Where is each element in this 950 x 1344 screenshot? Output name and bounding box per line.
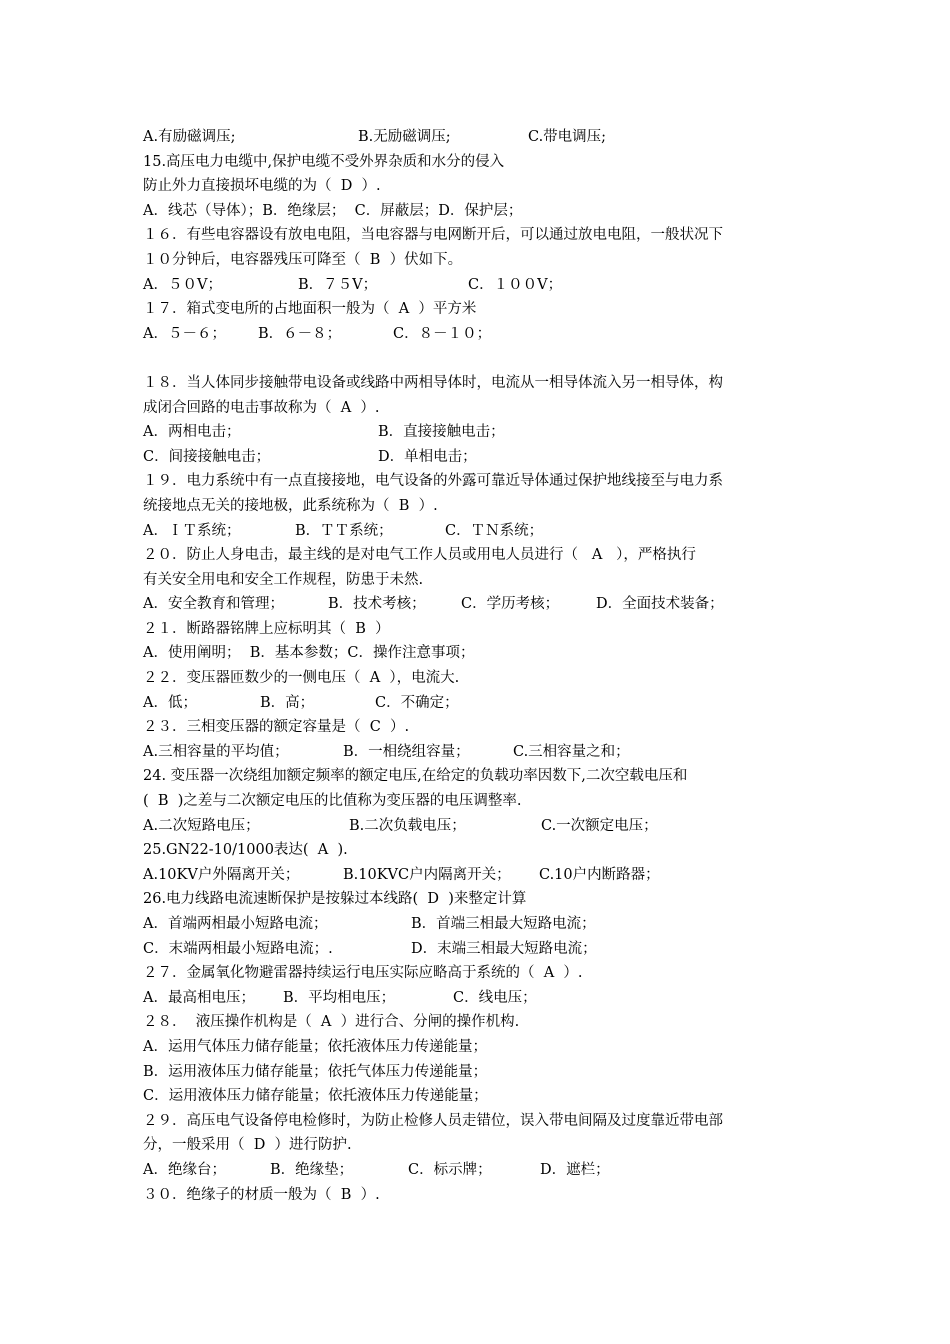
text-line: ２８． 液压操作机构是（ A ）进行合、分闸的操作机构. <box>143 1014 520 1031</box>
text-line: C．运用液体压力储存能量；依托液体压力传递能量； <box>143 1088 488 1105</box>
text-line: A．使用阐明； B．基本参数；C．操作注意事项； <box>143 645 475 662</box>
option-text: B.二次负载电压； <box>349 817 466 834</box>
option-text: B．首端三相最大短路电流； <box>411 916 596 932</box>
text-line: 26.电力线路电流速断保护是按躲过本线路( D )来整定计算 <box>143 891 527 908</box>
option-text: A．ＩＴ系统； <box>143 522 241 539</box>
text-line: B．运用液体压力储存能量；依托气体压力传递能量； <box>143 1063 488 1080</box>
text-line: ２１．断路器铭牌上应标明其（ B ） <box>143 620 390 637</box>
option-text: A.二次短路电压； <box>143 817 260 834</box>
option-text: C.10户内断路器； <box>539 866 660 883</box>
text-line: 成闭合回路的电击事故称为（ A ）. <box>143 399 380 416</box>
option-text: C．不确定； <box>375 694 459 711</box>
text-line: １７．箱式变电所的占地面积一般为（ A ）平方米 <box>143 301 477 318</box>
option-row <box>143 1158 823 1183</box>
option-text: B．一相绕组容量； <box>343 743 470 760</box>
option-text: A.三相容量的平均值； <box>143 743 289 760</box>
text-line: ２９．高压电气设备停电检修时，为防止检修人员走错位，误入带电间隔及过度靠近带电部 <box>143 1112 723 1129</box>
text-line: １０分钟后，电容器残压可降至（ B ）伏如下。 <box>143 251 463 268</box>
option-text: D．末端三相最大短路电流； <box>411 940 597 957</box>
option-text: B．６－８； <box>258 325 342 342</box>
option-text: C．末端两相最小短路电流；. <box>143 940 333 957</box>
option-text: C．８－１０； <box>393 325 492 342</box>
option-text: B．绝缘垫； <box>270 1161 354 1178</box>
option-row <box>143 937 823 962</box>
option-text: A.有励磁调压; <box>143 129 236 145</box>
text-line: ２７．金属氧化物避雷器持续运行电压实际应略高于系统的（ A ）. <box>143 965 583 982</box>
option-text: A．两相电击； <box>143 424 241 441</box>
option-text: B.无励磁调压; <box>358 129 451 145</box>
option-text: B．直接接触电击； <box>378 424 505 441</box>
text-line: １６．有些电容器设有放电电阻，当电容器与电网断开后，可以通过放电电阻，一般状况下 <box>143 227 723 244</box>
option-text: C．１００V； <box>468 276 563 293</box>
text-line: ２３．三相变压器的额定容量是（ C ）. <box>143 719 410 736</box>
option-text: A．低； <box>143 694 197 711</box>
option-row <box>143 519 823 544</box>
text-line: 有关安全用电和安全工作规程，防患于未然. <box>143 571 424 588</box>
option-row <box>143 814 823 839</box>
blank-line <box>143 346 823 371</box>
option-row <box>143 912 823 937</box>
option-text: C.三相容量之和； <box>513 743 630 760</box>
option-text: D．单相电击； <box>378 448 477 465</box>
option-text: C．标示牌； <box>408 1161 492 1178</box>
text-line: ２２．变压器匝数少的一侧电压（ A ），电流大. <box>143 670 460 687</box>
option-text: D．全面技术装备； <box>596 596 724 613</box>
option-row <box>143 691 823 716</box>
option-text: C.一次额定电压； <box>541 817 658 834</box>
option-text: B．高； <box>260 694 315 711</box>
option-text: D．遮栏； <box>540 1161 610 1178</box>
option-row <box>143 273 823 298</box>
option-text: A．绝缘台； <box>143 1161 226 1178</box>
text-line: １９．电力系统中有一点直接接地，电气设备的外露可靠近导体通过保护地线接至与电力系 <box>143 473 723 490</box>
option-text: A.10KV户外隔离开关； <box>143 866 300 883</box>
text-line: 25.GN22-10/1000表达( A ). <box>143 842 348 859</box>
document-page <box>143 125 823 1207</box>
text-line: A．线芯（导体）；B．绝缘层； C．屏蔽层；D．保护层； <box>143 202 523 219</box>
option-text: C．间接接触电击； <box>143 448 271 465</box>
text-line: 统接地点无关的接地极，此系统称为（ B ）. <box>143 497 438 514</box>
text-line: ２０．防止人身电击，最主线的是对电气工作人员或用电人员进行（ A ），严格执行 <box>143 547 696 564</box>
option-text: C．学历考核； <box>461 596 560 613</box>
text-line: １８．当人体同步接触带电设备或线路中两相导体时，电流从一相导体流入另一相导体，构 <box>143 374 723 391</box>
text-line: 15.高压电力电缆中,保护电缆不受外界杂质和水分的侵入 <box>143 153 505 170</box>
option-text: C．ＴＮ系统； <box>445 522 544 539</box>
option-row <box>143 986 823 1011</box>
text-line: 分，一般采用（ D ）进行防护. <box>143 1137 352 1154</box>
option-row <box>143 740 823 765</box>
option-text: A．最高相电压； <box>143 989 255 1006</box>
option-text: C．线电压； <box>453 989 537 1006</box>
option-text: A．５０V； <box>143 276 222 293</box>
option-text: A．首端两相最小短路电流； <box>143 916 328 932</box>
option-row <box>143 863 823 888</box>
option-text: A．５－６； <box>143 325 226 342</box>
text-line: ３０．绝缘子的材质一般为（ B ）. <box>143 1186 380 1203</box>
text-line: ( B )之差与二次额定电压的比值称为变压器的电压调整率. <box>143 793 522 810</box>
option-text: B．７５V； <box>298 276 378 293</box>
option-text: B．技术考核； <box>328 596 426 613</box>
option-text: C.带电调压; <box>528 129 607 145</box>
option-text: B．平均相电压； <box>283 989 396 1006</box>
option-row <box>143 592 823 617</box>
option-row <box>143 420 823 445</box>
option-text: A．安全教育和管理； <box>143 596 284 613</box>
option-row <box>143 445 823 470</box>
option-text: B．ＴＴ系统； <box>295 522 393 539</box>
option-row <box>143 322 823 347</box>
text-line: A．运用气体压力储存能量；依托液体压力传递能量； <box>143 1038 487 1055</box>
option-text: B.10KVC户内隔离开关； <box>343 866 511 883</box>
text-line: 24. 变压器一次绕组加额定频率的额定电压,在给定的负载功率因数下,二次空载电压和 <box>143 768 688 785</box>
text-line: 防止外力直接损坏电缆的为（ D ）. <box>143 178 381 195</box>
option-row <box>143 125 823 150</box>
